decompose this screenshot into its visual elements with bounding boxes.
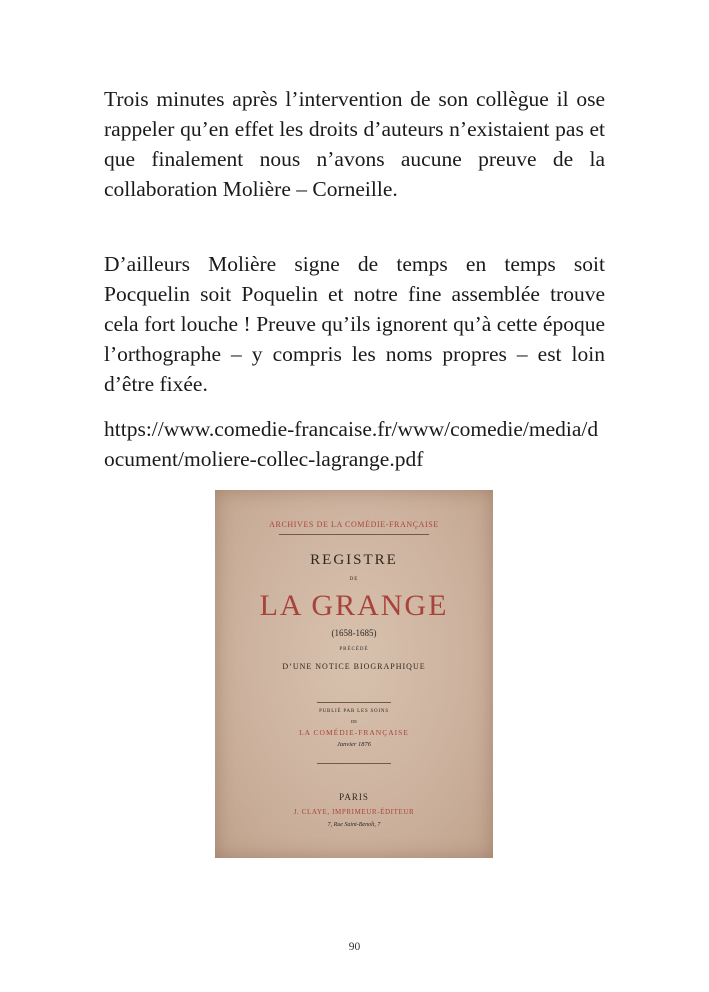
plate-rule-middle — [317, 702, 391, 703]
plate-de-2: DE — [351, 719, 357, 724]
paragraph-2: D’ailleurs Molière signe de temps en temps soit Pocquelin soit Poquelin et notre fine assemblée trouve cela fort louche ! Preuve qu’ils ignorent qu’à cette époque l’orthographe – y compris les noms propres – est loin d’être fixée. — [104, 252, 605, 396]
plate-comedie-francaise: LA COMÉDIE-FRANÇAISE — [299, 728, 409, 737]
source-url: https://www.comedie-francaise.fr/www/comedie/media/document/moliere-collec-lagrange.pdf — [104, 417, 599, 471]
plate-precede: PRÉCÉDÉ — [339, 647, 369, 652]
page-number: 90 — [348, 941, 361, 953]
registre-title-page-image — [215, 490, 493, 858]
plate-printer: J. CLAYE, IMPRIMEUR-ÉDITEUR — [293, 808, 415, 816]
plate-header: ARCHIVES DE LA COMÉDIE-FRANÇAISE — [269, 520, 439, 529]
plate-rule-top — [279, 534, 429, 535]
plate-notice: D’UNE NOTICE BIOGRAPHIQUE — [282, 662, 426, 671]
plate-rule-lower — [317, 763, 391, 764]
plate-de: DE — [349, 577, 359, 582]
plate-city: PARIS — [339, 792, 369, 802]
plate-address: 7, Rue Saint-Benoît, 7 — [327, 822, 381, 828]
plate-years: (1658-1685) — [331, 628, 377, 638]
plate-title-la-grange: LA GRANGE — [259, 589, 449, 622]
plate-publie: PUBLIÉ PAR LES SOINS — [319, 709, 389, 714]
plate-date: Janvier 1876 — [336, 741, 372, 748]
plate-title-registre: REGISTRE — [310, 552, 398, 568]
paragraph-1: Trois minutes après l’intervention de son collègue il ose rappeler qu’en effet les droits d’auteurs n’existaient pas et que finalement nous n’avons aucune preuve de la collaboration Molière – Corneille. — [104, 87, 605, 201]
